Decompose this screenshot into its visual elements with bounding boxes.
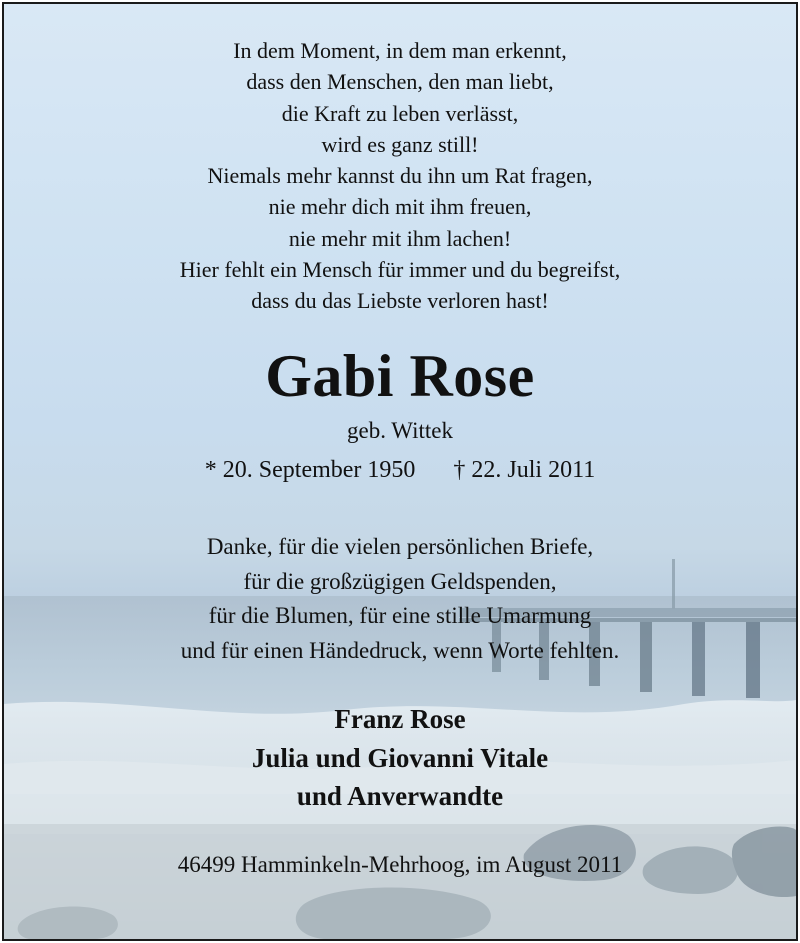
poem-line: nie mehr mit ihm lachen! (288, 225, 512, 251)
poem-line: dass den Menschen, den man liebt, (246, 69, 554, 95)
life-dates (4, 457, 796, 484)
thanks-line: Danke, für die vielen persönlichen Briefe, (206, 534, 594, 559)
poem-line: Niemals mehr kannst du ihn um Rat fragen, (207, 163, 593, 189)
obituary-card (2, 2, 798, 941)
poem-line: nie mehr dich mit ihm freuen, (268, 194, 532, 220)
thanks-text (4, 530, 796, 668)
thanks-line: für die großzügigen Geldspenden, (243, 568, 557, 594)
mourner-line: Franz Rose (334, 704, 466, 734)
poem-line: dass du das Liebste verloren hast! (251, 288, 549, 314)
mourners (4, 700, 796, 816)
birth-name: geb. Wittek (347, 418, 453, 443)
poem-line: wird es ganz still! (321, 131, 479, 157)
deceased-name: Gabi Rose (265, 343, 535, 409)
death-date: † 22. Juli 2011 (453, 457, 596, 483)
poem-line: die Kraft zu leben verlässt, (281, 100, 519, 126)
poem-line: In dem Moment, in dem man erkennt, (233, 38, 567, 63)
birth-date: * 20. September 1950 (204, 457, 416, 483)
place-and-date: 46499 Hamminkeln-Mehrhoog, im August 2011 (177, 852, 623, 877)
poem (4, 35, 796, 317)
thanks-line: und für einen Händedruck, wenn Worte fehlten. (180, 637, 620, 663)
thanks-line: für die Blumen, für eine stille Umarmung (208, 603, 592, 628)
poem-line: Hier fehlt ein Mensch für immer und du begreifst, (179, 257, 621, 283)
mourner-line: und Anverwandte (296, 781, 504, 811)
mourner-line: Julia und Giovanni Vitale (251, 742, 549, 773)
